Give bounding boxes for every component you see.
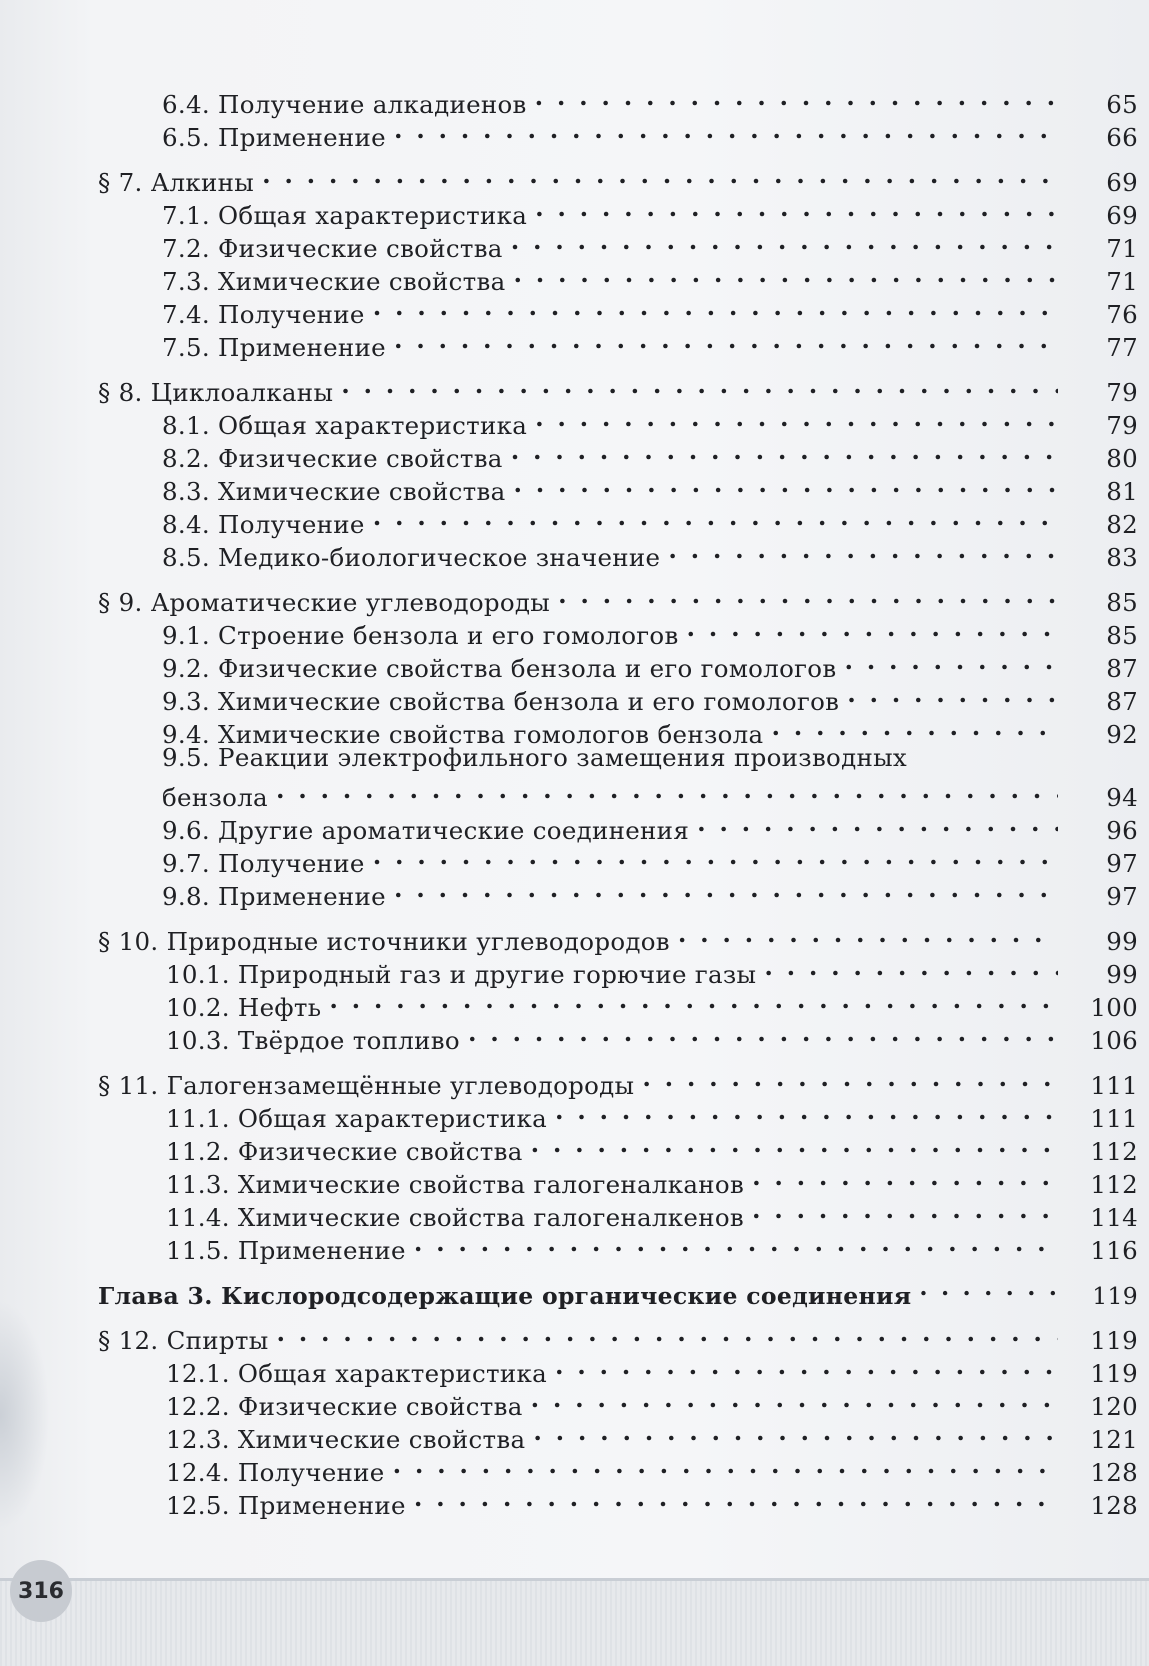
dot-leader [276, 773, 1058, 806]
toc-entry-page: 94 [1106, 783, 1138, 812]
toc-entry-page: 119 [1092, 1282, 1138, 1310]
dot-leader [393, 1448, 1058, 1481]
toc-entry-page: 97 [1106, 882, 1138, 911]
dot-leader [697, 806, 1058, 839]
toc-entry-title: § 8. Циклоалканы [98, 378, 334, 407]
dot-leader [558, 578, 1058, 611]
toc-entry-page: 119 [1090, 1359, 1138, 1388]
toc-entry-page: 69 [1106, 201, 1138, 230]
toc-entry-page: 76 [1106, 300, 1138, 329]
footer-band [0, 1578, 1149, 1666]
toc-subsection-continuation[interactable] [98, 773, 1138, 812]
toc-entry-page: 85 [1106, 621, 1138, 650]
toc-entry-title: Глава 3. Кислородсодержащие органические соединения [98, 1282, 912, 1310]
toc-entry-title: 9.2. Физические свойства бензола и его гомологов [162, 654, 837, 683]
toc-entry-title: 9.1. Строение бензола и его гомологов [162, 621, 679, 650]
toc-entry-title: § 9. Ароматические углеводороды [98, 588, 551, 617]
toc-entry-title: 8.5. Медико-биологическое значение [162, 543, 661, 572]
toc-entry-title: 12.5. Применение [166, 1491, 406, 1520]
toc-subsection-row[interactable] [98, 743, 1138, 773]
toc-entry-page: 82 [1106, 510, 1138, 539]
toc-entry-page: 80 [1106, 444, 1138, 473]
toc-entry-page: 111 [1090, 1071, 1138, 1100]
dot-leader [531, 1127, 1058, 1160]
toc-entry-page: 83 [1106, 543, 1138, 572]
dot-leader [414, 1481, 1058, 1514]
dot-leader [535, 401, 1058, 434]
toc-entry-page: 81 [1106, 477, 1138, 506]
dot-leader [642, 1061, 1058, 1094]
page-number-badge [10, 1560, 72, 1622]
dot-leader [847, 677, 1058, 710]
toc-entry-title: 11.3. Химические свойства галогеналканов [166, 1170, 745, 1199]
dot-leader [373, 839, 1058, 872]
toc-entry-page: 119 [1090, 1326, 1138, 1355]
dot-leader [844, 644, 1058, 677]
toc-entry-title: 9.6. Другие ароматические соединения [162, 816, 690, 845]
thumb-shadow [0, 1300, 50, 1530]
toc-entry-title: 11.5. Применение [166, 1236, 406, 1265]
dot-leader [373, 500, 1058, 533]
toc-entry-page: 65 [1106, 90, 1138, 119]
dot-leader [394, 323, 1058, 356]
toc-entry-title: 11.2. Физические свойства [166, 1137, 523, 1166]
toc-entry-page: 92 [1106, 720, 1138, 749]
dot-leader [678, 917, 1058, 950]
toc-entry-title: 12.3. Химические свойства [166, 1425, 526, 1454]
toc-section-row[interactable] [98, 1061, 1138, 1100]
toc-entry-title: § 7. Алкины [98, 168, 255, 197]
toc-entry-page: 66 [1106, 123, 1138, 152]
toc-entry-title: 9.3. Химические свойства бензола и его гомологов [162, 687, 840, 716]
dot-leader [394, 113, 1058, 146]
toc-entry-page: 96 [1106, 816, 1138, 845]
toc-entry-title: 12.2. Физические свойства [166, 1392, 523, 1421]
dot-leader [752, 1193, 1058, 1226]
toc-entry-page: 87 [1106, 687, 1138, 716]
toc-entry-page: 112 [1090, 1137, 1138, 1166]
toc-entry-title: 12.1. Общая характеристика [166, 1359, 548, 1388]
dot-leader [511, 224, 1058, 257]
toc-entry-title: 10.3. Твёрдое топливо [166, 1026, 460, 1055]
toc-entry-title: 7.5. Применение [162, 333, 386, 362]
toc-entry-page: 120 [1090, 1392, 1138, 1421]
dot-leader [668, 533, 1058, 566]
toc-entry-page: 106 [1090, 1026, 1138, 1055]
dot-leader [535, 191, 1058, 224]
toc-entry-page: 85 [1106, 588, 1138, 617]
dot-leader [262, 158, 1058, 191]
toc-entry-page: 121 [1090, 1425, 1138, 1454]
toc-entry-title: § 11. Галогензамещённые углеводороды [98, 1071, 635, 1100]
toc-entry-title: § 10. Природные источники углеводородов [98, 927, 670, 956]
dot-leader [555, 1094, 1058, 1127]
toc-entry-title: бензола [162, 783, 268, 812]
toc-entry-page: 100 [1090, 993, 1138, 1022]
toc-section-row[interactable] [98, 158, 1138, 197]
toc-entry-title: 6.4. Получение алкадиенов [162, 90, 527, 119]
dot-leader [535, 80, 1058, 113]
dot-leader [394, 872, 1058, 905]
toc-entry-title: 9.7. Получение [162, 849, 365, 878]
dot-leader [919, 1271, 1058, 1304]
toc-entry-title: 7.2. Физические свойства [162, 234, 503, 263]
toc-entry-page: 128 [1090, 1491, 1138, 1520]
toc-entry-page: 111 [1090, 1104, 1138, 1133]
toc-section-row[interactable] [98, 1316, 1138, 1355]
toc-section-row[interactable] [98, 917, 1138, 956]
toc-entry-title: 8.4. Получение [162, 510, 365, 539]
toc-entry-page: 79 [1106, 411, 1138, 440]
toc-entry-title: 12.4. Получение [166, 1458, 385, 1487]
dot-leader [468, 1016, 1058, 1049]
dot-leader [373, 290, 1058, 323]
dot-leader [511, 434, 1058, 467]
toc-entry-page: 114 [1090, 1203, 1138, 1232]
toc-entry-title: 8.1. Общая характеристика [162, 411, 528, 440]
toc-chapter-row[interactable] [98, 1271, 1138, 1310]
dot-leader [329, 983, 1058, 1016]
dot-leader [277, 1316, 1058, 1349]
toc-entry-title: § 12. Спирты [98, 1326, 269, 1355]
toc-entry-page: 97 [1106, 849, 1138, 878]
toc-entry-title: 10.2. Нефть [166, 993, 322, 1022]
toc-entry-title: 9.8. Применение [162, 882, 386, 911]
toc-entry-title: 9.5. Реакции электрофильного замещения производных [162, 743, 908, 772]
dot-leader [555, 1349, 1058, 1382]
toc-section-row[interactable] [98, 368, 1138, 407]
dot-leader [687, 611, 1058, 644]
toc-entry-page: 99 [1106, 927, 1138, 956]
page-number: 316 [18, 1578, 64, 1604]
toc-entry-title: 9.4. Химические свойства гомологов бензола [162, 720, 764, 749]
toc-entry-page: 77 [1106, 333, 1138, 362]
toc-entry-page: 71 [1106, 267, 1138, 296]
toc-entry-page: 87 [1106, 654, 1138, 683]
toc-entry-title: 10.1. Природный газ и другие горючие газы [166, 960, 757, 989]
toc-entry-title: 6.5. Применение [162, 123, 386, 152]
toc-entry-title: 7.4. Получение [162, 300, 365, 329]
toc-entry-title: 7.3. Химические свойства [162, 267, 506, 296]
toc-entry-page: 116 [1090, 1236, 1138, 1265]
toc-entry-title: 8.3. Химические свойства [162, 477, 506, 506]
dot-leader [514, 257, 1058, 290]
toc-entry-page: 112 [1090, 1170, 1138, 1199]
dot-leader [764, 950, 1058, 983]
toc-entry-page: 99 [1106, 960, 1138, 989]
toc-entry-page: 128 [1090, 1458, 1138, 1487]
dot-leader [514, 467, 1058, 500]
toc-entry-page: 79 [1106, 378, 1138, 407]
dot-leader [752, 1160, 1058, 1193]
dot-leader [414, 1226, 1058, 1259]
toc-entry-page: 69 [1106, 168, 1138, 197]
toc-subsection-row[interactable] [98, 80, 1138, 119]
toc-entry-title: 8.2. Физические свойства [162, 444, 503, 473]
toc-section-row[interactable] [98, 578, 1138, 617]
dot-leader [771, 710, 1058, 743]
toc-entry-title: 11.1. Общая характеристика [166, 1104, 548, 1133]
toc-entry-title: 11.4. Химические свойства галогеналкенов [166, 1203, 744, 1232]
toc-entry-title: 7.1. Общая характеристика [162, 201, 528, 230]
dot-leader [341, 368, 1058, 401]
dot-leader [533, 1415, 1058, 1448]
dot-leader [531, 1382, 1058, 1415]
toc-entry-page: 71 [1106, 234, 1138, 263]
table-of-contents [98, 80, 1138, 1520]
